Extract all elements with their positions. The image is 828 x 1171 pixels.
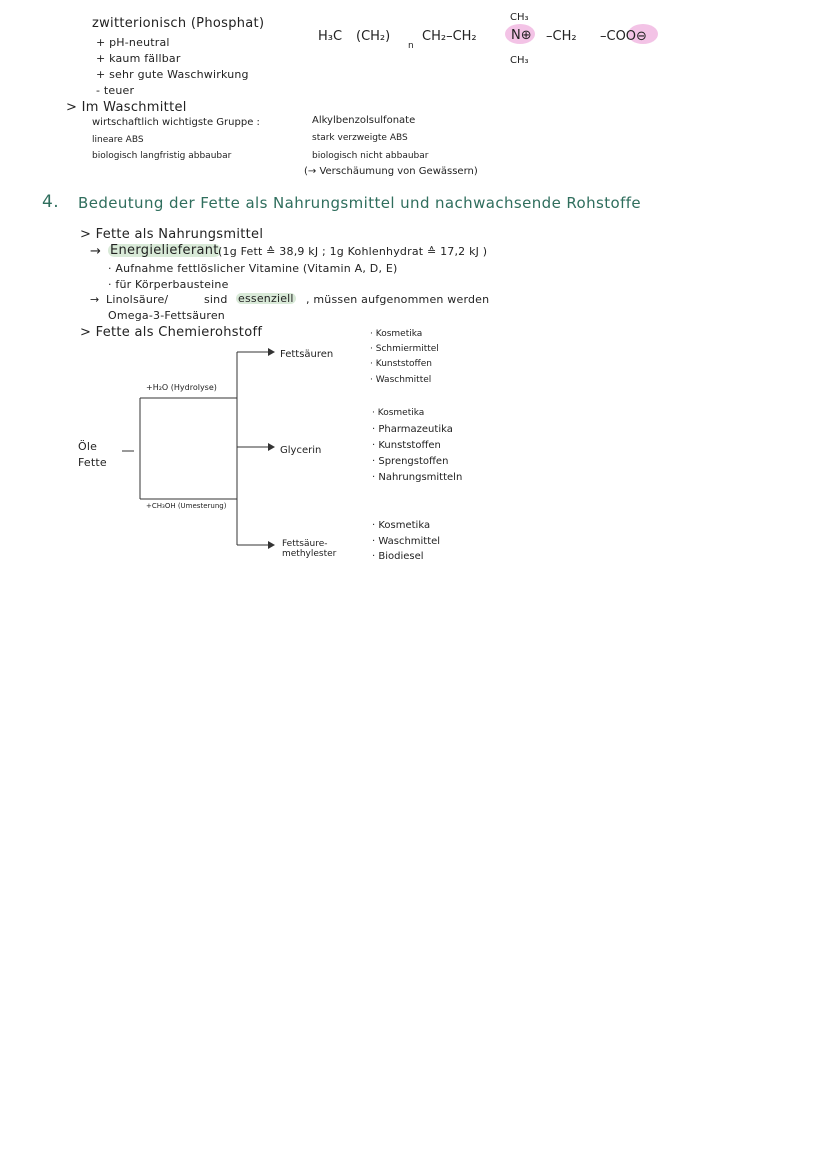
use-item: · Biodiesel (372, 551, 424, 562)
formula-chain: (CH₂) (356, 29, 391, 44)
acid-text-post: , müssen aufgenommen werden (306, 293, 490, 306)
waschmittel-row3-left: biologisch langfristig abbaubar (92, 151, 232, 161)
formula-ch3-top: CH₃ (510, 12, 529, 23)
zwitterion-item: + kaum fällbar (96, 52, 181, 65)
waschmittel-row3-right: biologisch nicht abbaubar (312, 151, 429, 161)
use-item: · Sprengstoffen (372, 456, 449, 467)
nahrung-bullet: · für Körperbausteine (108, 278, 229, 291)
waschmittel-heading: > Im Waschmittel (66, 100, 187, 115)
source-oele: Öle (78, 440, 98, 453)
acid-text-pre: sind (204, 293, 228, 306)
energy-label: Energielieferant (110, 243, 219, 258)
section-title: Bedeutung der Fette als Nahrungsmittel und nachwachsende Rohstoffe (78, 194, 642, 212)
acid-label: Linolsäure/ (106, 293, 169, 306)
waschmittel-row1-right: Alkylbenzolsulfonate (312, 115, 416, 126)
section-number: 4. (42, 192, 60, 212)
use-item: · Waschmittel (372, 536, 441, 547)
product-fsme-line1: Fettsäure- (282, 539, 328, 549)
use-item: · Kunststoffen (370, 359, 432, 369)
zwitterion-item: - teuer (96, 84, 135, 97)
formula-tail: CH₂–CH₂ (422, 29, 477, 44)
formula-ch2: –CH₂ (546, 29, 577, 44)
formula-n-plus: N⊕ (511, 28, 532, 43)
product-glycerin: Glycerin (280, 445, 322, 456)
use-item: · Kosmetika (372, 408, 425, 418)
product-fettsaeuren: Fettsäuren (280, 349, 334, 360)
zwitterion-item: + pH-neutral (96, 36, 170, 49)
source-fette: Fette (78, 456, 107, 469)
waschmittel-row1-left: wirtschaftlich wichtigste Gruppe : (92, 117, 260, 128)
zwitterion-item: + sehr gute Waschwirkung (96, 68, 249, 81)
use-item: · Kunststoffen (372, 440, 441, 451)
formula-coo: –COO⊖ (600, 29, 647, 44)
waschmittel-row4-right: (→ Verschäumung von Gewässern) (304, 166, 478, 177)
formula-ch3-bottom: CH₃ (510, 55, 529, 66)
energy-arrow: → (90, 244, 102, 259)
use-item: · Kosmetika (370, 329, 423, 339)
chemie-heading: > Fette als Chemierohstoff (80, 325, 263, 340)
acid-arrow: → (90, 293, 100, 306)
product-fsme-line2: methylester (282, 549, 337, 559)
use-item: · Waschmittel (370, 375, 432, 385)
hydrolyse-label: +H₂O (Hydrolyse) (146, 383, 217, 392)
nahrung-heading: > Fette als Nahrungsmittel (80, 227, 264, 242)
acid-essential: essenziell (238, 292, 294, 305)
waschmittel-row2-left: lineare ABS (92, 135, 144, 145)
use-item: · Nahrungsmitteln (372, 472, 463, 483)
formula-n-index: n (408, 41, 414, 51)
use-item: · Schmiermittel (370, 344, 439, 354)
formula-h3c: H₃C (318, 29, 343, 44)
energy-text: (1g Fett ≙ 38,9 kJ ; 1g Kohlenhydrat ≙ 17,2 kJ ) (218, 245, 488, 258)
umesterung-label: +CH₃OH (Umesterung) (146, 502, 227, 510)
waschmittel-row2-right: stark verzweigte ABS (312, 133, 408, 143)
use-item: · Kosmetika (372, 520, 431, 531)
use-item: · Pharmazeutika (372, 424, 453, 435)
nahrung-bullet: · Aufnahme fettlöslicher Vitamine (Vitamin A, D, E) (108, 262, 398, 275)
omega-text: Omega-3-Fettsäuren (108, 309, 225, 322)
zwitterion-title: zwitterionisch (Phosphat) (92, 16, 265, 31)
